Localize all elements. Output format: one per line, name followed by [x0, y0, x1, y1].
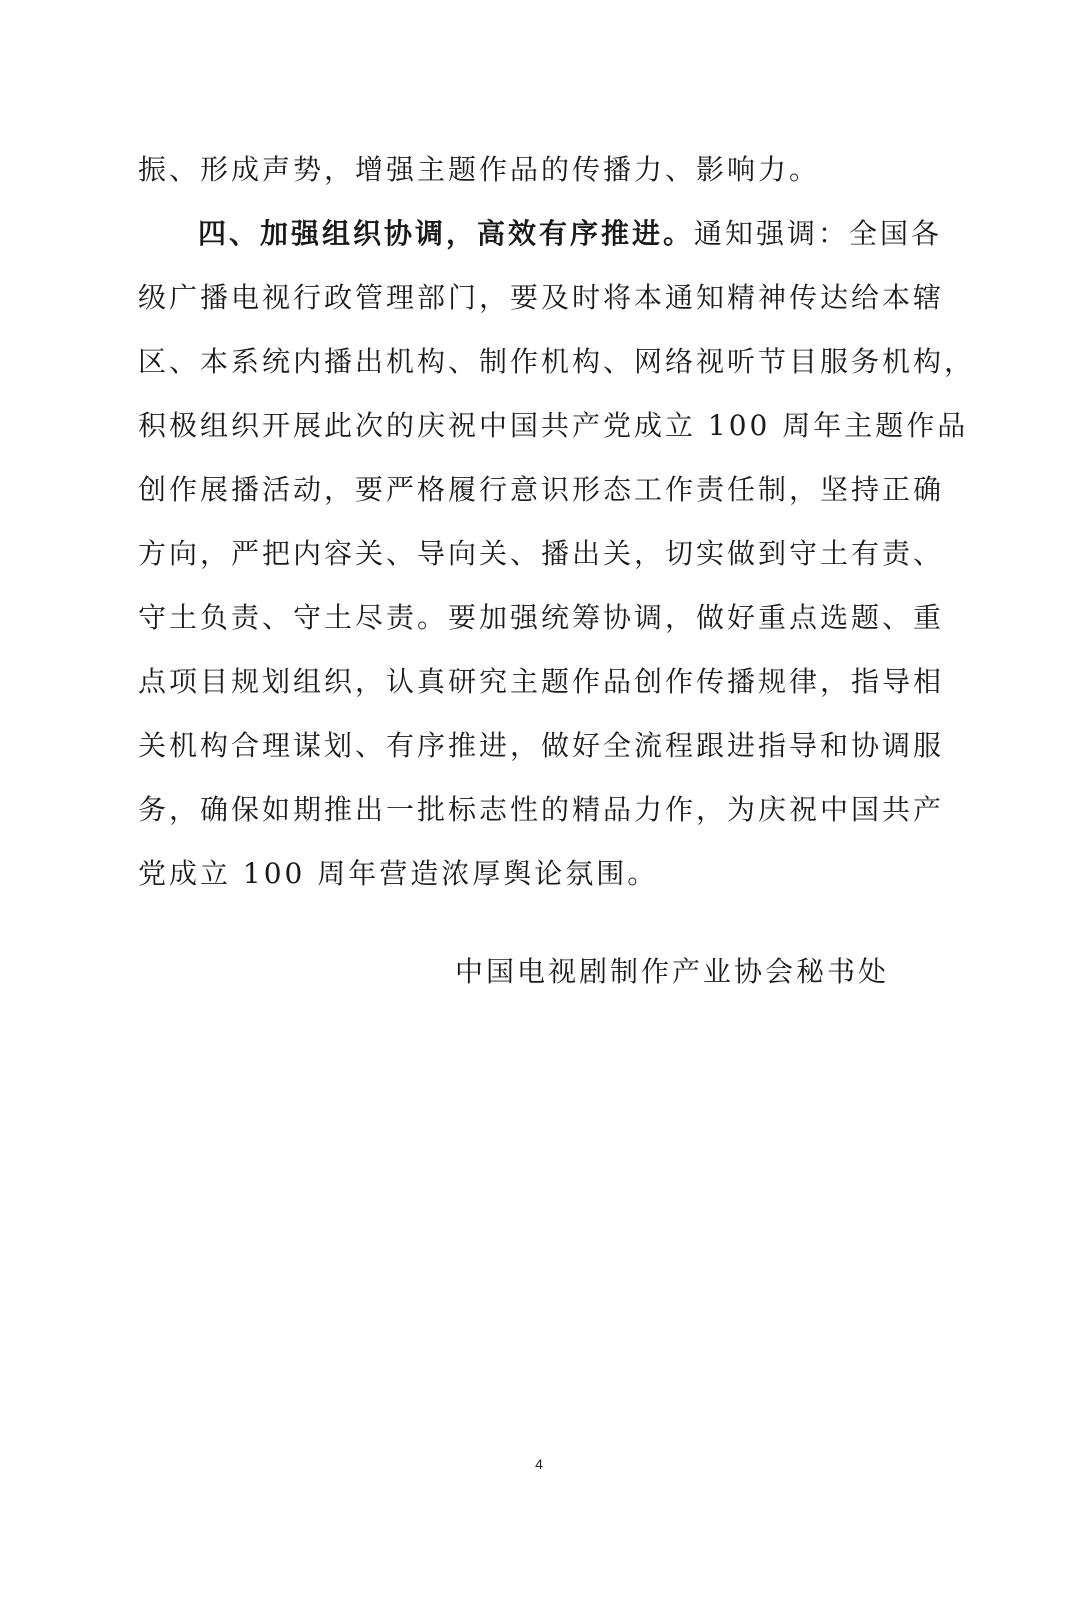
paragraph-line: 级广播电视行政管理部门，要及时将本通知精神传达给本辖	[138, 281, 945, 314]
section-four-first-line-text: 通知强调：全国各	[694, 217, 943, 250]
paragraph-line: 积极组织开展此次的庆祝中国共产党成立 100 周年主题作品	[138, 409, 969, 442]
issuer-signature: 中国电视剧制作产业协会秘书处	[455, 955, 890, 988]
paragraph-line: 区、本系统内播出机构、制作机构、网络视听节目服务机构，	[138, 345, 976, 378]
document-body	[138, 138, 976, 906]
paragraph-line: 关机构合理谋划、有序推进，做好全流程跟进指导和协调服	[138, 729, 945, 762]
paragraph-line: 守土负责、守土尽责。要加强统筹协调，做好重点选题、重	[138, 601, 945, 634]
paragraph-line: 创作展播活动，要严格履行意识形态工作责任制，坚持正确	[138, 473, 945, 506]
paragraph-line: 点项目规划组织，认真研究主题作品创作传播规律，指导相	[138, 665, 945, 698]
page-number: 4	[535, 1456, 543, 1472]
paragraph-line: 振、形成声势，增强主题作品的传播力、影响力。	[138, 153, 821, 186]
paragraph-line: 务，确保如期推出一批标志性的精品力作，为庆祝中国共产	[138, 793, 945, 826]
paragraph-line: 方向，严把内容关、导向关、播出关，切实做到守土有责、	[138, 537, 945, 570]
paragraph-line: 党成立 100 周年营造浓厚舆论氛围。	[138, 857, 659, 890]
section-four-heading: 四、加强组织协调，高效有序推进。	[198, 217, 695, 250]
section-four-first-line	[138, 202, 943, 266]
